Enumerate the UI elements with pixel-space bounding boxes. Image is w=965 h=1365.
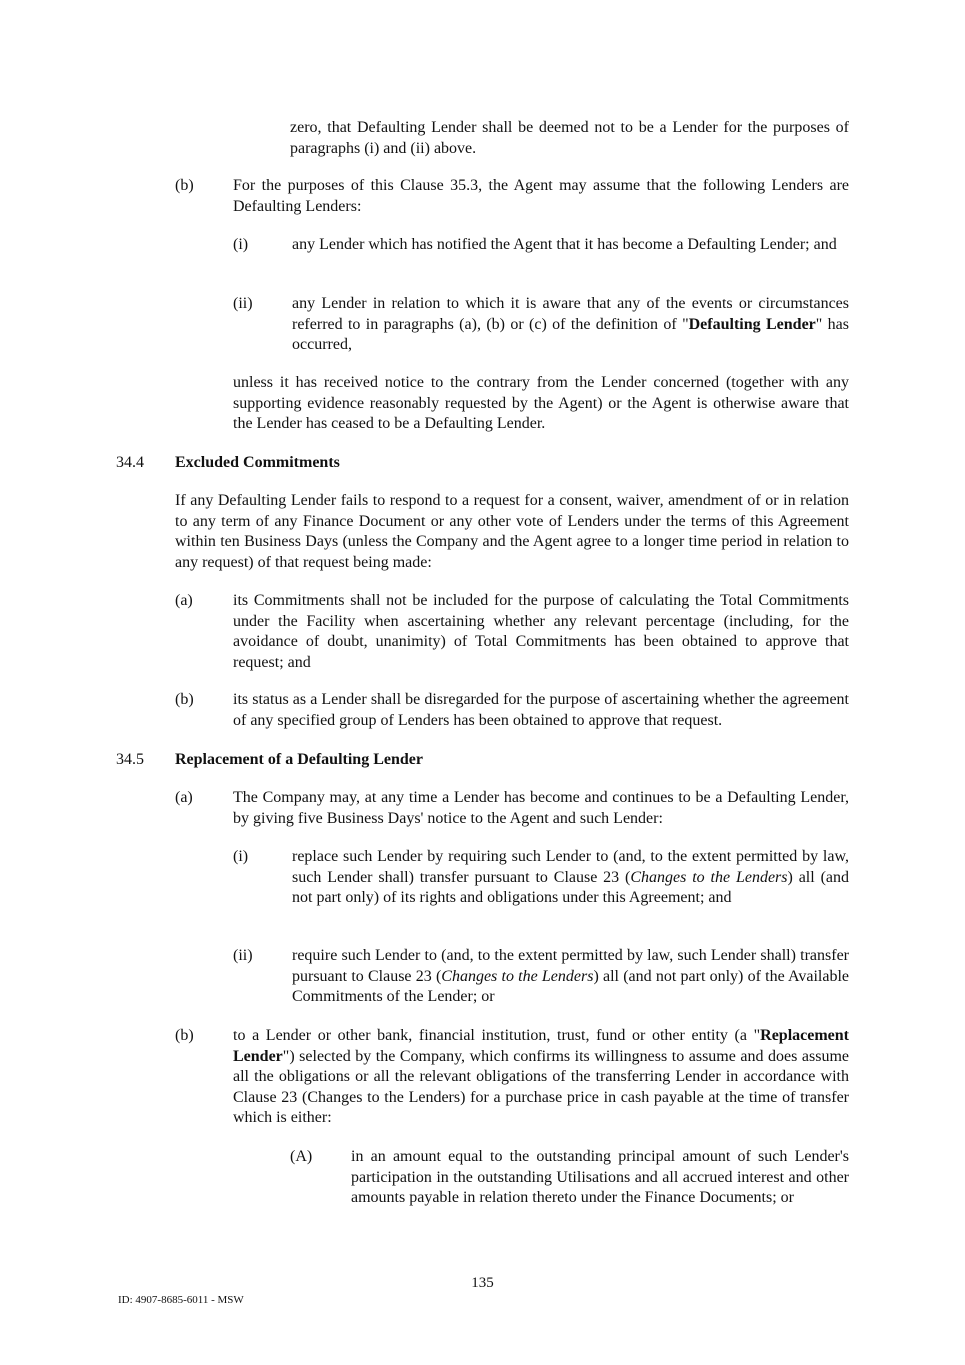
section-34-5-b-text [233,1026,849,1129]
section-34-5-a-i-text [292,847,849,909]
subparagraph-label-i: (i) [233,848,249,865]
section-title-excluded-commitments: Excluded Commitments [175,454,340,471]
section-34-4-a-text: its Commitments shall not be included for the purpose of calculating the Total Commitments under the Facility when ascertaining whether any relevant percentage (including, for the avoidance of doubt, unanimity) of Total Commitments has been obtained to approve that request; and [233,592,849,671]
section-number-34-5: 34.5 [116,751,144,768]
defined-term-defaulting-lender: Defaulting Lender [688,315,816,333]
section-34-5-a-ii-text-a: require such Lender to (and, to the extent permitted by law, such Lender shall) transfer pursuant to Clause 23 ( [292,947,849,985]
section-34-5-b-text-a: to a Lender or other bank, financial institution, trust, fund or other entity (a " [233,1027,761,1044]
section-34-4-b-text: its status as a Lender shall be disregarded for the purpose of ascertaining whether the agreement of any specified group of Lenders has been obtained to approve that request. [233,691,849,729]
section-34-5-a-ii-text [292,946,849,1008]
paragraph-b-text: For the purposes of this Clause 35.3, the Agent may assume that the following Lenders are Defaulting Lenders: [233,177,849,215]
subparagraph-label-ii: (ii) [233,295,253,312]
section-number-34-4: 34.4 [116,454,144,471]
section-34-5-b-text-b: ") selected by the Company, which confirms its willingness to assume and does assume all the obligations or all the relevant obligations of the transferring Lender in accordance with Clause 23 (Changes to the Lenders) for a purchase price in cash payable at the time of transfer which is either: [233,1047,849,1126]
subparagraph-label-ii: (ii) [233,947,253,964]
subparagraph-ii-text-b: " has occurred, [292,315,850,353]
section-34-5-a-text: The Company may, at any time a Lender has become and continues to be a Defaulting Lender, by giving five Business Days' notice to the Agent and such Lender: [233,789,849,827]
subparagraph-label-A: (A) [290,1148,313,1165]
clause-reference-changes-to-lenders: Changes to the Lenders [441,967,594,985]
paragraph-label-a: (a) [175,789,193,806]
subparagraph-ii-text [292,294,849,356]
paragraph-label-b: (b) [175,691,194,708]
subparagraph-ii-text-a: any Lender in relation to which it is aware that any of the events or circumstances referred to in paragraphs (a), (b) or (c) of the definition of " [292,295,849,333]
section-34-5-a-ii-text-b: ) all (and not part only) of the Available Commitments of the Lender; or [292,967,850,1005]
section-title-replacement-of-defaulting-lender: Replacement of a Defaulting Lender [175,751,423,768]
section-34-5-a-i-text-a: replace such Lender by requiring such Lender to (and, to the extent permitted by law, such Lender shall) transfer pursuant to Clause 23 ( [292,848,849,886]
section-34-5-a-i-text-b: ) all (and not part only) of its rights and obligations under this Agreement; and [292,868,849,906]
paragraph-label-a: (a) [175,592,193,609]
clause-reference-changes-to-lenders: Changes to the Lenders [630,868,788,886]
unless-paragraph: unless it has received notice to the contrary from the Lender concerned (together with any supporting evidence reasonably requested by the Agent) or the Agent is otherwise aware that the Lender has ceased to be a Defaulting Lender. [233,374,849,432]
paragraph-label-b: (b) [175,1027,194,1044]
paragraph-label-b: (b) [175,177,194,194]
continued-paragraph: zero, that Defaulting Lender shall be deemed not to be a Lender for the purposes of paragraphs (i) and (ii) above. [290,119,849,157]
document-id: ID: 4907-8685-6011 - MSW [118,1294,244,1306]
page-number: 135 [471,1275,494,1291]
section-34-5-b-A-text: in an amount equal to the outstanding principal amount of such Lender's participation in the outstanding Utilisations and all accrued interest and other amounts payable in relation thereto under the Finance Documents; or [351,1148,849,1206]
subparagraph-label-i: (i) [233,236,249,253]
section-34-4-intro: If any Defaulting Lender fails to respond to a request for a consent, waiver, amendment of or in relation to any term of any Finance Document or any other vote of Lenders under the terms of this Agreement within ten Business Days (unless the Company and the Agent agree to a longer time period in relation to any request) of that request being made: [175,492,849,571]
subparagraph-i-text: any Lender which has notified the Agent that it has become a Defaulting Lender; and [292,236,837,253]
defined-term-replacement-lender: Replacement Lender [233,1027,849,1065]
